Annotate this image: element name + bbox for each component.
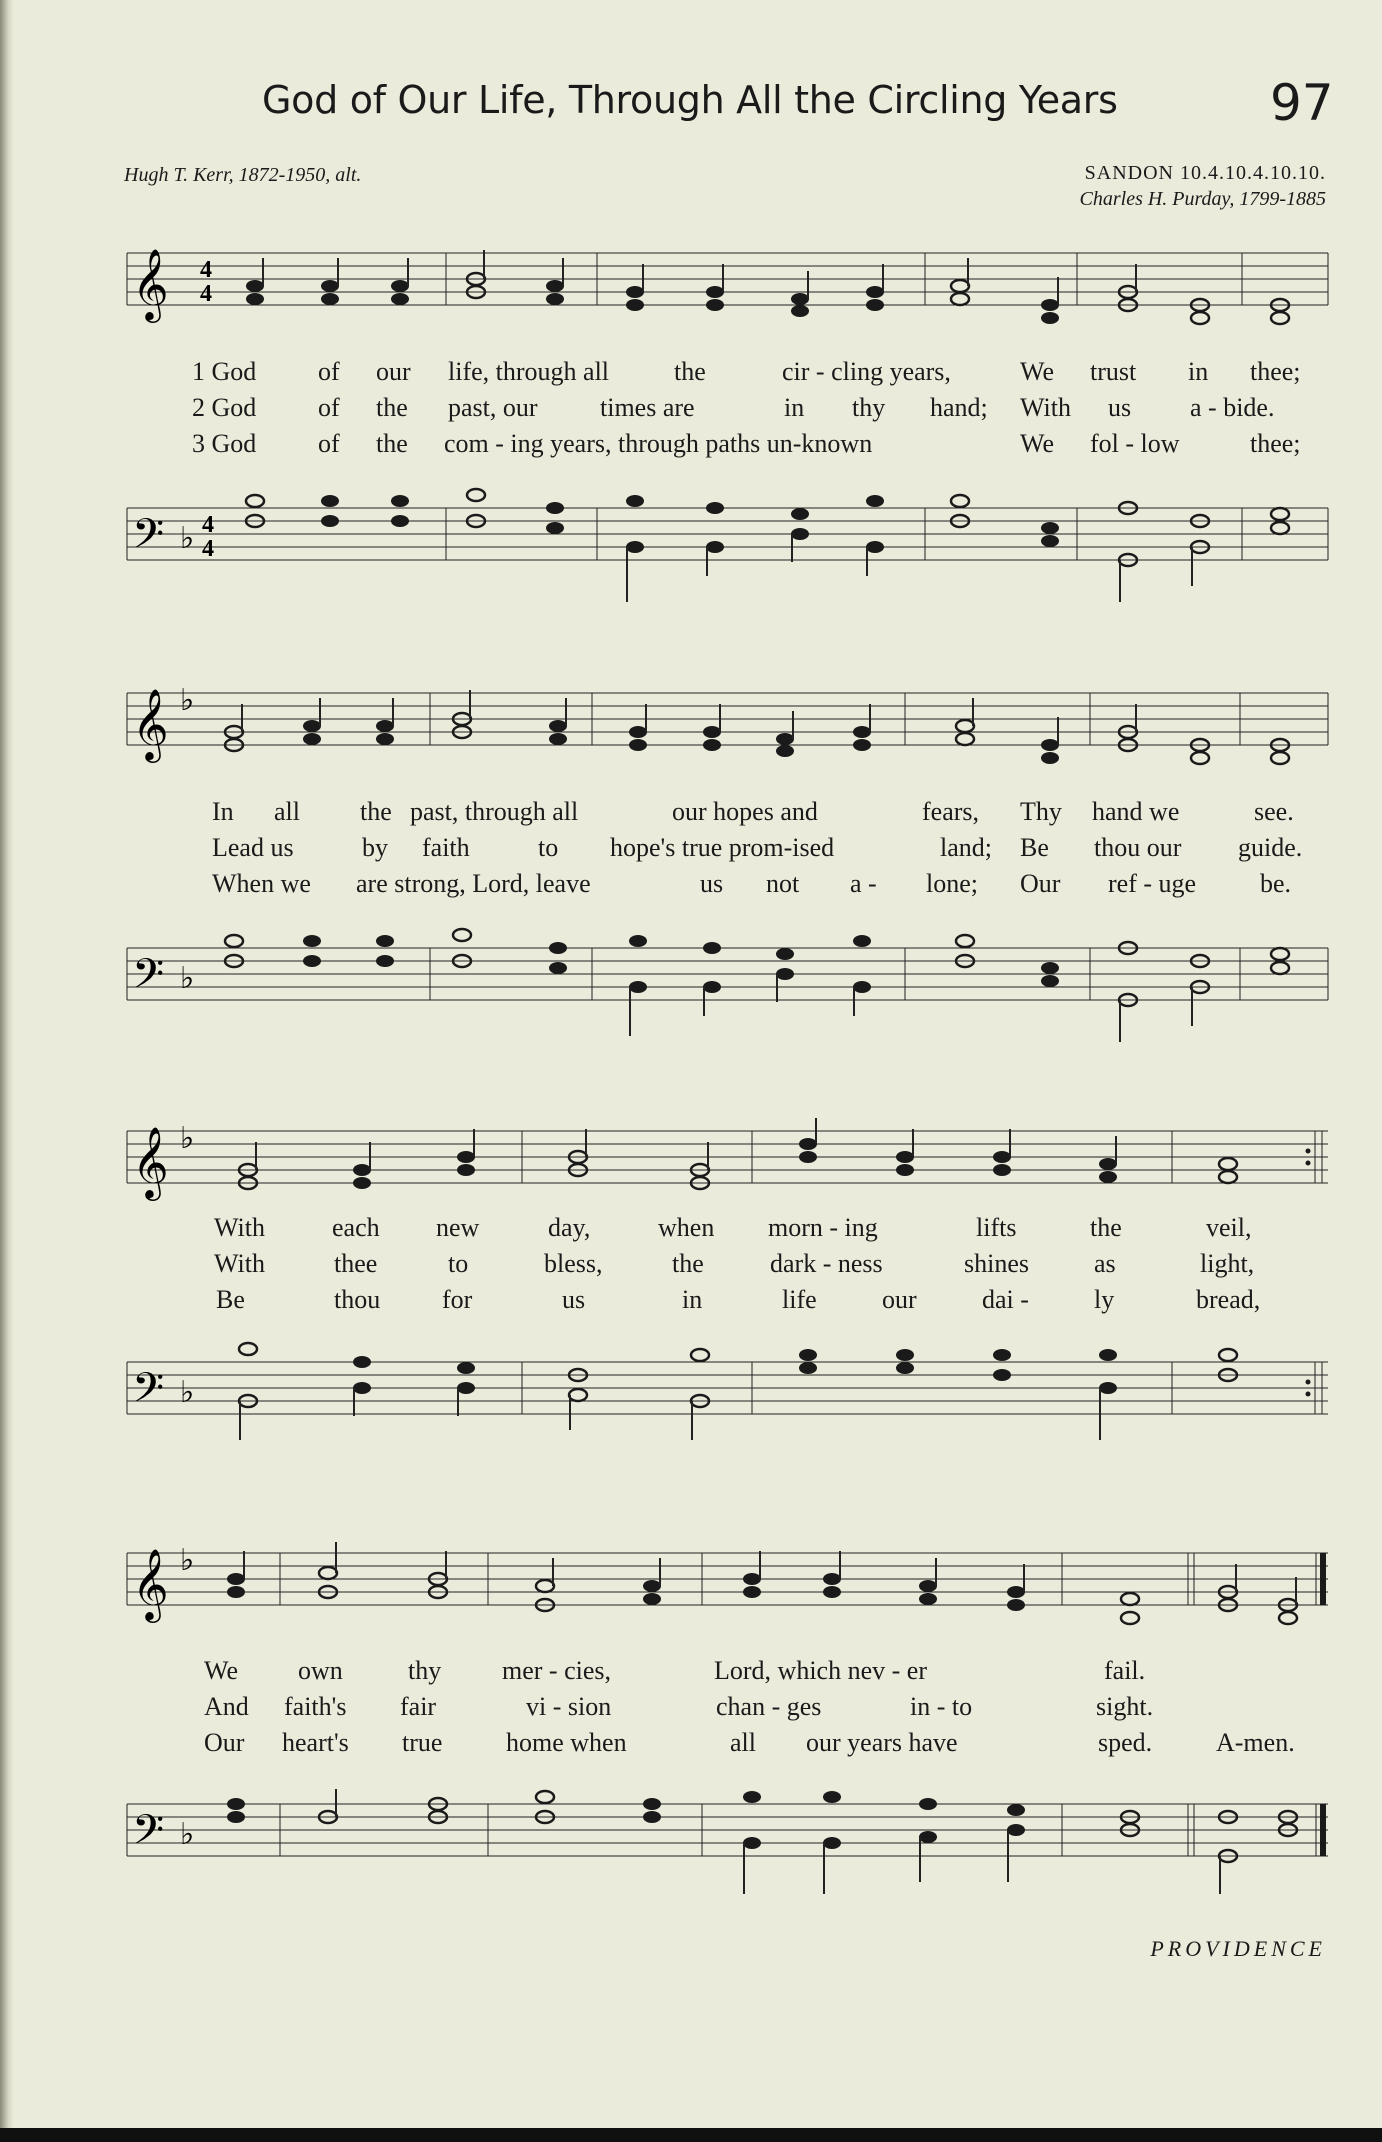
lyric-line: for [442, 1285, 473, 1314]
lyric-line: trust [1090, 357, 1137, 386]
lyric-line: our [376, 357, 411, 386]
lyric-line: lifts [976, 1213, 1017, 1242]
flat-icon: ♭ [180, 522, 195, 555]
note-heads [321, 495, 1059, 553]
lyric-line: When we [212, 869, 311, 898]
lyric-line: to [538, 833, 559, 862]
staff-lines [127, 1553, 1328, 1605]
lyric-line: of [318, 393, 340, 422]
flat-icon: ♭ [180, 1376, 195, 1409]
note-heads [353, 1138, 1117, 1189]
lyric-line: 3 God [192, 429, 257, 458]
bass-clef-icon: 𝄢 [132, 951, 165, 1007]
lyric-line: Be [1020, 833, 1049, 862]
lyric-line: Lord, which nev - er [714, 1656, 927, 1685]
time-signature-bottom: 4 [200, 281, 212, 307]
lyric-line: We [204, 1656, 238, 1685]
lyric-line: faith's [284, 1692, 347, 1721]
lyric-line: Lead us [212, 833, 294, 862]
treble-staff-2 [0, 684, 1382, 772]
lyric-line: thou our [1094, 833, 1182, 862]
lyric-line: thy [852, 393, 886, 422]
lyric-line: the [360, 797, 392, 826]
lyric-line: In [212, 797, 234, 826]
lyric-line: as [1094, 1249, 1116, 1278]
lyric-line: to [448, 1249, 469, 1278]
lyric-line: times are [600, 393, 695, 422]
lyric-line: morn - ing [768, 1213, 878, 1242]
flat-icon: ♭ [180, 1818, 195, 1851]
lyric-line: past, through all [410, 797, 579, 826]
time-signature-bottom: 4 [202, 536, 214, 562]
half-notes [319, 1791, 1297, 1862]
hymn-number: 97 [1270, 74, 1334, 132]
lyric-line: cir - cling years, [782, 357, 951, 386]
lyric-line: our [882, 1285, 917, 1314]
lyric-line: a - bide. [1190, 393, 1275, 422]
lyric-line: home when [506, 1728, 627, 1757]
lyric-line: fears, [922, 797, 980, 826]
bass-clef-icon: 𝄢 [132, 511, 165, 567]
staff-lines [127, 1362, 1328, 1414]
lyric-line: life, through all [448, 357, 610, 386]
lyric-line: not [766, 869, 800, 898]
lyric-line: Our [204, 1728, 245, 1757]
lyric-line: past, our [448, 393, 538, 422]
treble-clef-icon: 𝄞 [132, 1129, 169, 1197]
lyric-line: fol - low [1090, 429, 1180, 458]
lyric-line: 1 God [192, 357, 257, 386]
lyric-line: mer - cies, [502, 1656, 612, 1685]
staff-lines [127, 508, 1328, 560]
lyric-line: of [318, 357, 340, 386]
lyric-line: dai - [982, 1285, 1029, 1314]
staff-lines [127, 1804, 1328, 1856]
treble-staff-3 [0, 1122, 1382, 1210]
lyric-line: bread, [1196, 1285, 1261, 1314]
lyric-line: in - to [910, 1692, 973, 1721]
bottom-edge [0, 2128, 1382, 2142]
lyric-line: And [204, 1692, 249, 1721]
flat-icon: ♭ [180, 962, 195, 995]
stems [242, 690, 1136, 745]
lyric-line: see. [1254, 797, 1294, 826]
lyric-line: thy [408, 1656, 442, 1685]
lyric-line: sight. [1096, 1692, 1154, 1721]
lyric-line: ref - uge [1108, 869, 1197, 898]
bass-clef-icon: 𝄢 [132, 1365, 165, 1421]
topic-label: PROVIDENCE [1150, 1936, 1326, 1961]
note-heads [353, 1349, 1117, 1394]
bass-staff-2 [0, 926, 1382, 1046]
lyric-line: Be [216, 1285, 245, 1314]
time-signature-top: 4 [200, 257, 212, 283]
note-heads [246, 280, 1059, 324]
bass-staff-1 [0, 486, 1382, 606]
lyric-line: when [658, 1213, 715, 1242]
lyric-line: life [782, 1285, 817, 1314]
lyric-line: 2 God [192, 393, 257, 422]
time-signature-top: 4 [202, 512, 214, 538]
lyric-line: guide. [1238, 833, 1303, 862]
flat-icon: ♭ [180, 1544, 195, 1577]
bass-staff-4 [0, 1782, 1382, 1902]
lyric-line: light, [1200, 1249, 1255, 1278]
lyric-line: us [562, 1285, 586, 1314]
lyric-line: Our [1020, 869, 1061, 898]
lyric-line: day, [548, 1213, 591, 1242]
treble-clef-icon: 𝄞 [132, 691, 169, 759]
lyric-line: com - ing years, through paths un-known [444, 429, 873, 458]
lyric-line: chan - ges [716, 1692, 822, 1721]
staff-lines [127, 253, 1328, 305]
hymn-title: God of Our Life, Through All the Circling Years [262, 78, 1118, 122]
lyric-line: in [1188, 357, 1209, 386]
lyric-line: thou [334, 1285, 381, 1314]
lyric-line: bless, [544, 1249, 603, 1278]
lyric-line: ly [1094, 1285, 1115, 1314]
lyric-line: We [1020, 429, 1054, 458]
lyric-line: vi - sion [526, 1692, 612, 1721]
lyric-line: the [376, 393, 408, 422]
composer-credit: Charles H. Purday, 1799-1885 [1079, 188, 1326, 210]
tune-name: SANDON 10.4.10.4.10.10. [1084, 162, 1326, 184]
lyric-line: us [700, 869, 724, 898]
lyric-line: the [376, 429, 408, 458]
lyric-line: of [318, 429, 340, 458]
lyric-line: our hopes and [672, 797, 818, 826]
lyric-line: in [784, 393, 805, 422]
flat-icon: ♭ [180, 684, 195, 717]
half-notes [319, 1567, 1297, 1624]
lyric-line: With [1020, 393, 1071, 422]
treble-clef-icon: 𝄞 [132, 251, 169, 319]
lyric-line: us [1108, 393, 1132, 422]
staff-lines [127, 1131, 1328, 1183]
treble-staff-1 [0, 248, 1382, 332]
lyric-line: hand; [930, 393, 988, 422]
lyric-line: sped. [1098, 1728, 1153, 1757]
lyric-line: A-men. [1216, 1728, 1295, 1757]
flat-icon: ♭ [180, 1122, 195, 1155]
lyric-line: We [1020, 357, 1054, 386]
lyric-line: With [214, 1213, 265, 1242]
treble-clef-icon: 𝄞 [132, 1551, 169, 1619]
lyric-line: new [436, 1213, 480, 1242]
treble-staff-4 [0, 1544, 1382, 1632]
lyric-line: all [274, 797, 300, 826]
lyric-line: land; [940, 833, 992, 862]
lyric-line: hope's true prom-ised [610, 833, 835, 862]
bass-clef-icon: 𝄢 [132, 1807, 165, 1863]
lyric-line: hand we [1092, 797, 1180, 826]
lyric-line: veil, [1206, 1213, 1252, 1242]
lyric-line: by [362, 833, 388, 862]
lyric-line: each [332, 1213, 380, 1242]
lyric-line: be. [1260, 869, 1292, 898]
lyric-line: the [1090, 1213, 1122, 1242]
lyric-line: thee; [1250, 429, 1301, 458]
lyric-line: fair [400, 1692, 437, 1721]
note-heads [227, 1791, 1025, 1849]
lyric-line: thee [334, 1249, 378, 1278]
lyric-line: heart's [282, 1728, 349, 1757]
lyric-line: are strong, Lord, leave [356, 869, 591, 898]
lyric-line: faith [422, 833, 470, 862]
lyric-line: thee; [1250, 357, 1301, 386]
lyric-line: Thy [1020, 797, 1062, 826]
words-credit: Hugh T. Kerr, 1872-1950, alt. [124, 164, 362, 186]
stems [336, 1789, 1220, 1894]
lyric-line: With [214, 1249, 265, 1278]
lyric-line: shines [964, 1249, 1029, 1278]
lyric-line: all [730, 1728, 756, 1757]
note-heads [303, 720, 1059, 764]
lyric-line: a - [850, 869, 877, 898]
half-notes [467, 273, 1289, 324]
lyric-line: own [298, 1656, 343, 1685]
lyric-line: in [682, 1285, 703, 1314]
note-heads [303, 935, 1059, 993]
lyric-line: lone; [926, 869, 978, 898]
lyric-line: true [402, 1728, 443, 1757]
lyric-line: the [674, 357, 706, 386]
bass-staff-3 [0, 1340, 1382, 1460]
staff-lines [127, 948, 1328, 1000]
lyric-line: the [672, 1249, 704, 1278]
lyric-line: fail. [1104, 1656, 1146, 1685]
lyric-line: dark - ness [770, 1249, 883, 1278]
lyric-line: our years have [806, 1728, 958, 1757]
